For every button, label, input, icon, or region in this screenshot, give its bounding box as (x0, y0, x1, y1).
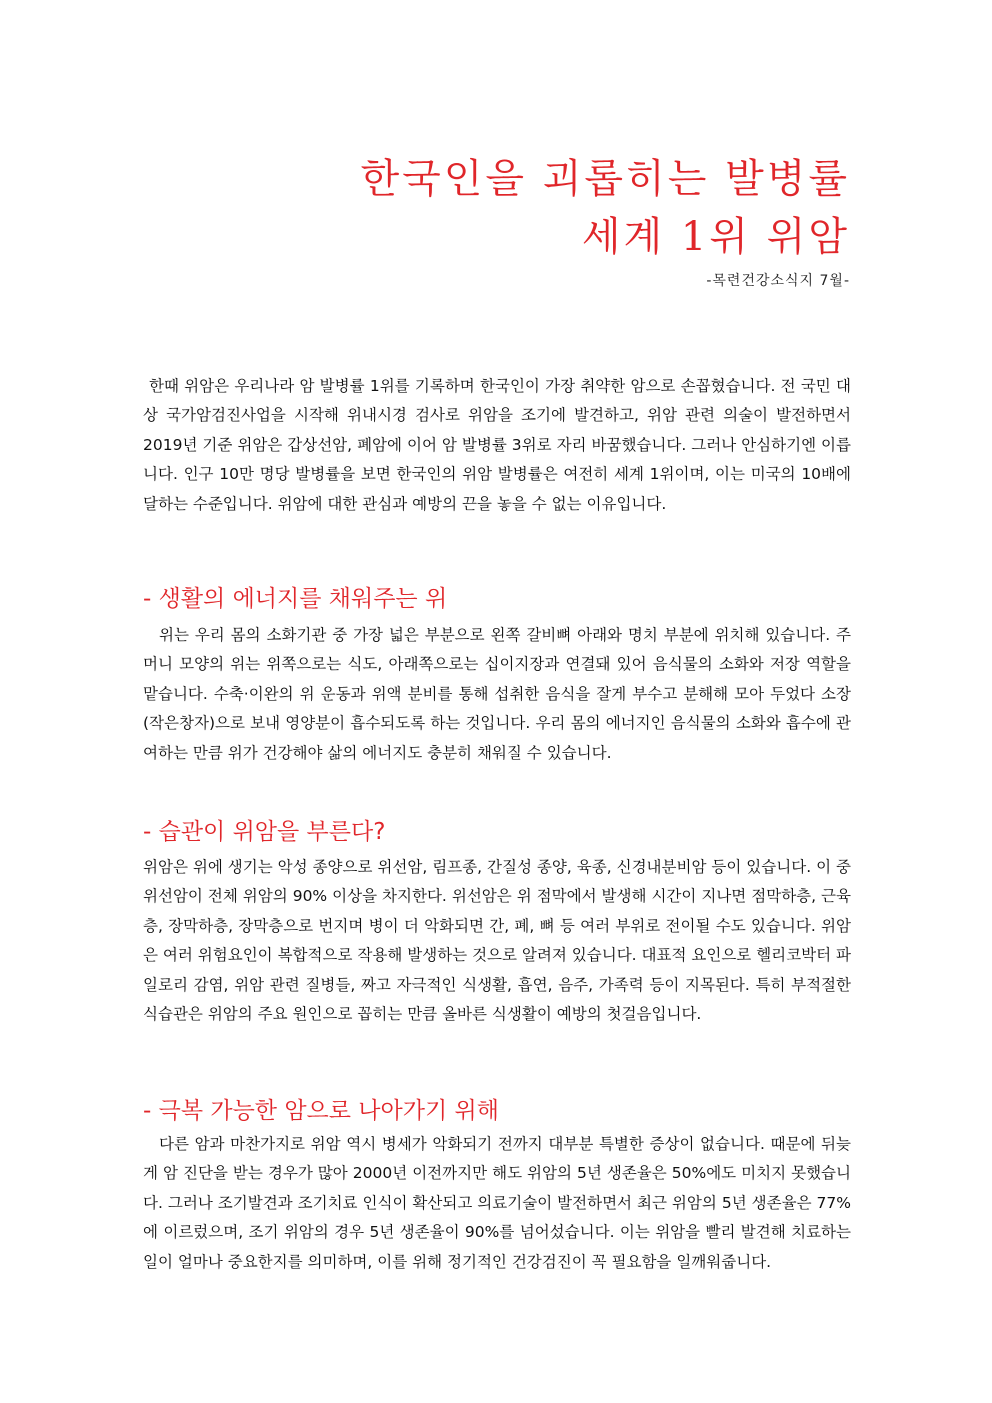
intro-paragraph: 한때 위암은 우리나라 암 발병률 1위를 기록하며 한국인이 가장 취약한 암으로 손꼽혔습니다. 전 국민 대상 국가암검진사업을 시작해 위내시경 검사로 위암을 조기에 발견하고, 위암 관련 의술이 발전하면서 2019년 기준 위암은 갑상선암, 폐암에 이어 암 발병률 3위로 자리 바꿈했습니다. 그러나 안심하기엔 이릅니다. 인구 10만 명당 발병률을 보면 한국인의 위암 발병률은 여전히 세계 1위이며, 이는 미국의 10배에 달하는 수준입니다. 위암에 대한 관심과 예방의 끈을 놓을 수 없는 이유입니다. (143, 377, 851, 513)
section-1-body: 위는 우리 몸의 소화기관 중 가장 넓은 부분으로 왼쪽 갈비뼈 아래와 명치 부분에 위치해 있습니다. 주머니 모양의 위는 위쪽으로는 식도, 아래쪽으로는 십이지장과 연결돼 있어 음식물의 소화와 저장 역할을 맡습니다. 수축·이완의 위 운동과 위액 분비를 통해 섭취한 음식을 잘게 부수고 분해해 모아 두었다 소장(작은창자)으로 보내 영양분이 흡수되도록 하는 것입니다. 우리 몸의 에너지인 음식물의 소화와 흡수에 관여하는 만큼 위가 건강해야 삶의 에너지도 충분히 채워질 수 있습니다. (143, 626, 851, 762)
section-3-heading: - 극복 가능한 암으로 나아가기 위해 (143, 1098, 499, 1124)
title-block (361, 150, 850, 266)
section-1-heading: - 생활의 에너지를 채워주는 위 (143, 586, 448, 612)
section-2-heading: - 습관이 위암을 부른다? (143, 819, 386, 845)
section-3-body: 다른 암과 마찬가지로 위암 역시 병세가 악화되기 전까지 대부분 특별한 증상이 없습니다. 때문에 뒤늦게 암 진단을 받는 경우가 많아 2000년 이전까지만 해도 위암의 5년 생존율은 50%에도 미치지 못했습니다. 그러나 조기발견과 조기치료 인식이 확산되고 의료기술이 발전하면서 최근 위암의 5년 생존율은 77%에 이르렀으며, 조기 위암의 경우 5년 생존율이 90%를 넘어섰습니다. 이는 위암을 빨리 발견해 치료하는 일이 얼마나 중요한지를 의미하며, 이를 위해 정기적인 건강검진이 꼭 필요함을 일깨워줍니다. (143, 1135, 851, 1271)
title-line-2: 세계 1위 위암 (581, 214, 850, 260)
title-line-1: 한국인을 괴롭히는 발병률 (360, 156, 850, 202)
subtitle: -목련건강소식지 7월- (706, 273, 850, 289)
section-2-body: 위암은 위에 생기는 악성 종양으로 위선암, 림프종, 간질성 종양, 육종, 신경내분비암 등이 있습니다. 이 중 위선암이 전체 위암의 90% 이상을 차지한다. 위선암은 위 점막에서 발생해 시간이 지나면 점막하층, 근육층, 장막하층, 장막층으로 번지며 병이 더 악화되면 간, 폐, 뼈 등 여러 부위로 전이될 수도 있습니다. 위암은 여러 위험요인이 복합적으로 작용해 발생하는 것으로 알려져 있습니다. 대표적 요인으로 헬리코박터 파일로리 감염, 위암 관련 질병들, 짜고 자극적인 식생활, 흡연, 음주, 가족력 등이 지목된다. 특히 부적절한 식습관은 위암의 주요 원인으로 꼽히는 만큼 올바른 식생활이 예방의 첫걸음입니다. (143, 858, 851, 1024)
